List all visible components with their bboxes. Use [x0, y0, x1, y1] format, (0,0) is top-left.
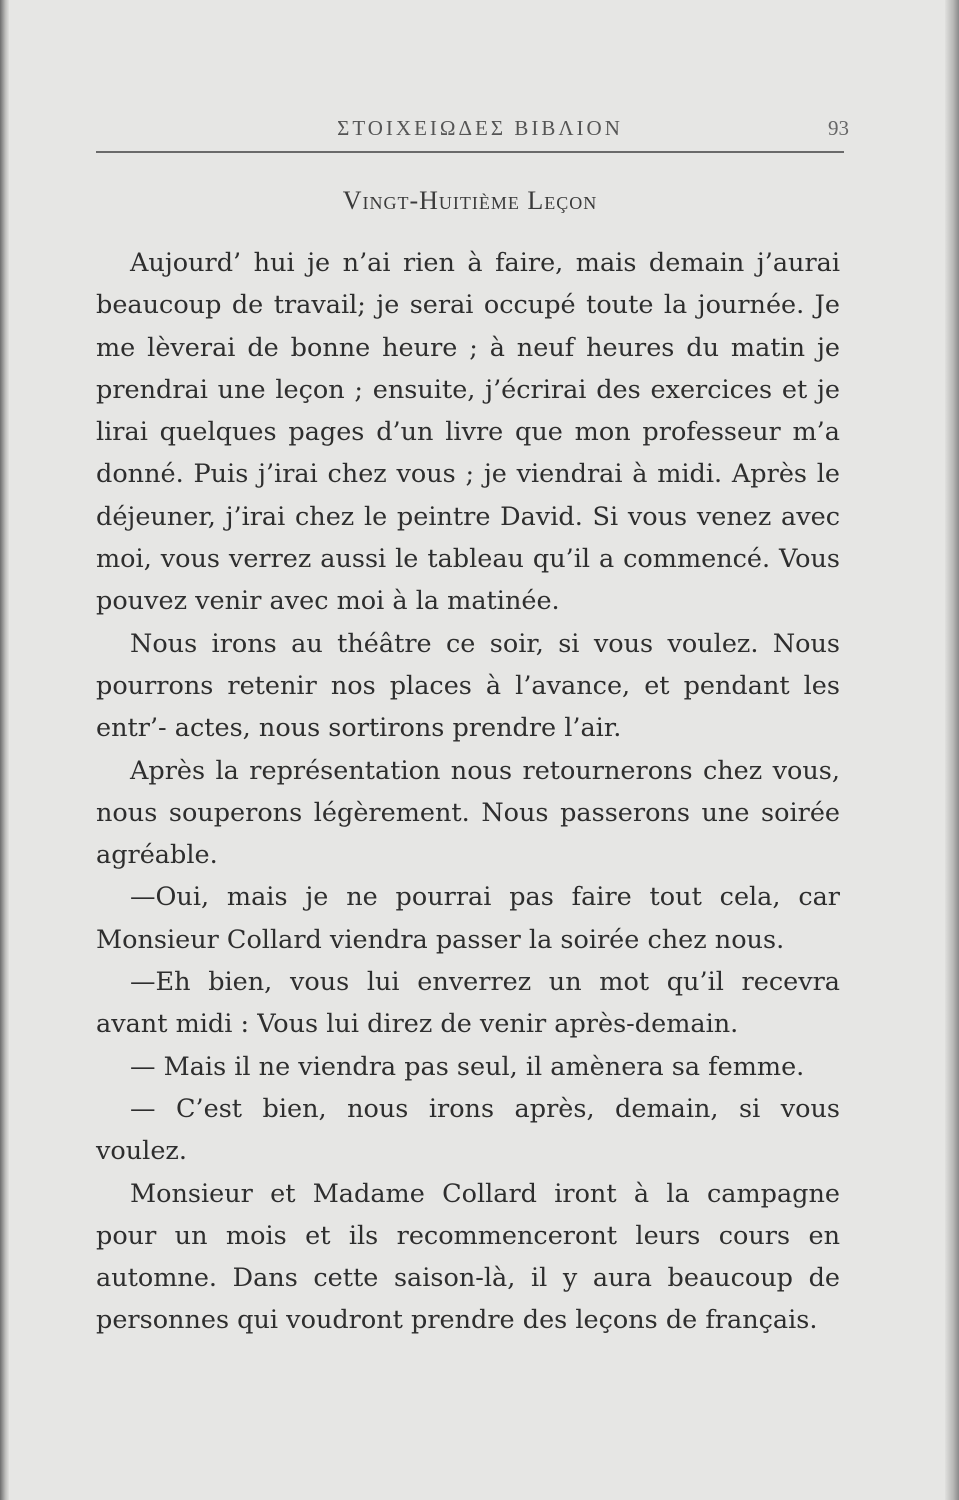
body-text — [96, 242, 840, 1342]
page-right-edge — [945, 0, 959, 1500]
chapter-title: Vingt-Huitième Leçon — [342, 186, 598, 215]
paragraph: Après la représentation nous retournerons chez vous, nous souperons légèrement. Nous passerons une soirée agréable. — [96, 755, 840, 871]
paragraph: Monsieur et Madame Collard iront à la campagne pour un mois et ils recommenceront leurs cours en automne. Dans cette saison-là, il y aura beaucoup de personnes qui voudront prendre des leçons de français. — [96, 1178, 840, 1336]
paragraph: —Eh bien, vous lui enverrez un mot qu’il recevra avant midi : Vous lui direz de venir après-demain. — [96, 967, 840, 1040]
running-head: ΣΤΟΙΧΕΙΩΔΕΣ ΒΙΒΛΙΟΝ — [337, 116, 623, 140]
paragraph: — Mais il ne viendra pas seul, il amènera sa femme. — [130, 1051, 805, 1082]
page-left-edge — [0, 0, 9, 1500]
paragraph: —Oui, mais je ne pourrai pas faire tout cela, car Monsieur Collard viendra passer la soirée chez nous. — [96, 882, 840, 955]
page-number: 93 — [828, 116, 849, 140]
paragraph: Aujourd’ hui je n’ai rien à faire, mais demain j’aurai beaucoup de travail; je serai occupé toute la journée. Je me lèverai de bonne heure ; à neuf heures du matin je prendrai une leçon ; ensuite, j’écrirai des exercices et je lirai quelques pages d’un livre que mon professeur m’a donné. Puis j’irai chez vous ; je viendrai à midi. Après le déjeuner, j’irai chez le peintre David. Si vous venez avec moi, vous verrez aussi le tableau qu’il a commencé. Vous pouvez venir avec moi à la matinée. — [96, 248, 840, 617]
header-rule — [96, 151, 844, 153]
paragraph: — C’est bien, nous irons après, demain, si vous voulez. — [96, 1093, 840, 1167]
paragraph: Nous irons au théâtre ce soir, si vous voulez. Nous pourrons retenir nos places à l’avance, et pendant les entr’- actes, nous sortirons prendre l’air. — [96, 628, 840, 744]
